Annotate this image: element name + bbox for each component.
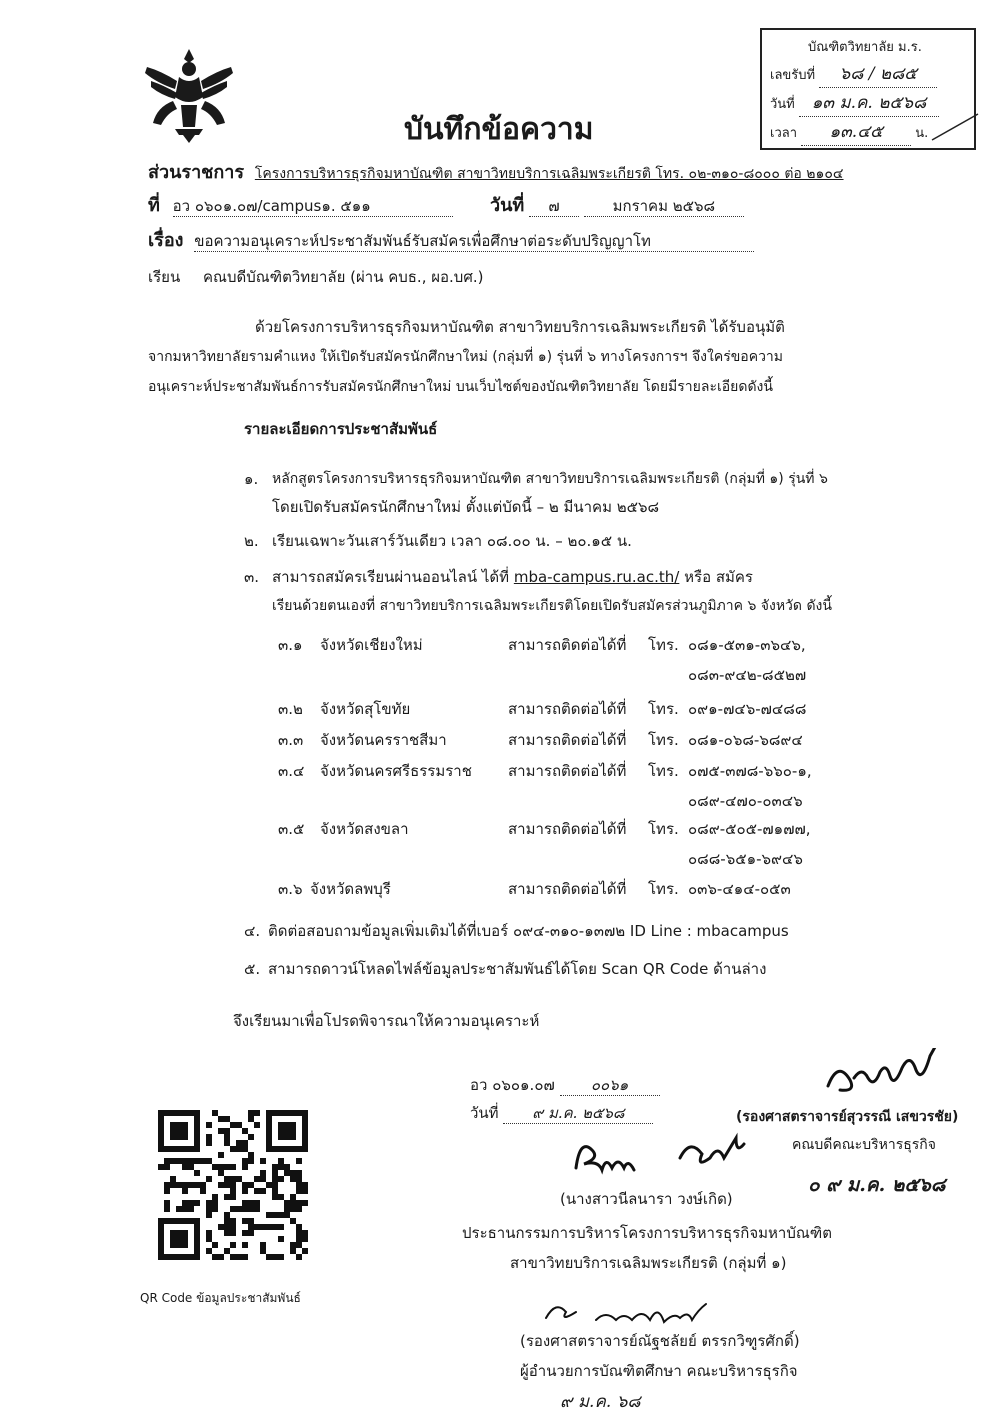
tel-primary: ๐๗๕-๓๗๘-๖๖๐-๑, — [688, 762, 812, 780]
tel-label: โทร. — [648, 700, 679, 718]
item2-text: เรียนเฉพาะวันเสาร์วันเดียว เวลา ๐๘.๐๐ น. – ๒๐.๑๕ น. — [272, 532, 632, 550]
province-number: ๓.๑ — [278, 636, 303, 654]
tel-primary: ๐๘๑-๐๖๘-๖๘๙๔ — [688, 731, 803, 749]
subject-label: เรื่อง — [148, 230, 184, 251]
detail-heading: รายละเอียดการประชาสัมพันธ์ — [244, 420, 438, 438]
dean-name: (รองศาสตราจารย์สุวรรณี เสขวรชัย) — [736, 1109, 959, 1125]
tel-primary: ๐๓๖-๔๑๔-๐๕๓ — [688, 880, 791, 898]
province-number: ๓.๓ — [278, 731, 304, 749]
ref-value: อว ๐๖๐๑.๐๗/campus๑. ๕๑๑ — [173, 197, 453, 217]
date-day: ๗ — [529, 197, 579, 217]
stamp-time-label: เวลา — [770, 126, 798, 141]
stamp-date-label: วันที่ — [770, 97, 795, 112]
tel-label: โทร. — [648, 880, 679, 898]
province-name: จังหวัดนครราชสีมา — [320, 731, 447, 749]
item3-number: ๓. — [244, 568, 260, 586]
director-signature-icon — [540, 1292, 760, 1332]
intro-line-3: อนุเคราะห์ประชาสัมพันธ์การรับสมัครนักศึกษาใหม่ บนเว็บไซต์ของบัณฑิตวิทยาลัย โดยมีรายละเอียดดังนี้ — [148, 379, 773, 395]
chair-position-line-2: สาขาวิทยบริการเฉลิมพระเกียรติ (กลุ่มที่ ๑) — [510, 1254, 787, 1272]
qr-caption: QR Code ข้อมูลประชาสัมพันธ์ — [140, 1291, 301, 1305]
item1-line-1: หลักสูตรโครงการบริหารธุรกิจมหาบัณฑิต สาขาวิทยบริการเฉลิมพระเกียรติ (กลุ่มที่ ๑) รุ่นที่ ๖ — [272, 471, 828, 487]
forward-date-value: ๙ ม.ค. ๒๕๖๘ — [503, 1104, 653, 1124]
date-label: วันที่ — [490, 195, 525, 216]
province-name: จังหวัดสุโขทัย — [320, 700, 411, 718]
tel-label: โทร. — [648, 820, 679, 838]
tel-secondary: ๐๘๘-๖๕๑-๖๙๔๖ — [688, 850, 803, 868]
tel-primary: ๐๙๑-๗๔๖-๗๔๘๘ — [688, 700, 807, 718]
director-sign-date: ๙ ม.ค. ๖๘ — [560, 1392, 641, 1412]
stamp-date-value: ๑๓ ม.ค. ๒๕๖๘ — [799, 89, 939, 117]
province-name: จังหวัดนครศรีธรรมราช — [320, 762, 472, 780]
closing-text: จึงเรียนมาเพื่อโปรดพิจารณาให้ความอนุเคราะห์ — [233, 1012, 540, 1030]
item2-number: ๒. — [244, 532, 259, 550]
forward-ref-number: ๐๐๖๑ — [560, 1076, 660, 1096]
subject-value: ขอความอนุเคราะห์ประชาสัมพันธ์รับสมัครเพื่อศึกษาต่อระดับปริญญาโท — [194, 232, 754, 252]
tel-primary: ๐๘๙-๕๐๕-๗๑๗๗, — [688, 820, 811, 838]
stamp-time-value: ๑๓.๔๕ — [801, 118, 911, 146]
item3-pre: สามารถสมัครเรียนผ่านออนไลน์ ได้ที่ — [272, 568, 510, 586]
contact-label: สามารถติดต่อได้ที่ — [508, 636, 627, 654]
item4-text: ติดต่อสอบถามข้อมูลเพิ่มเติมได้ที่เบอร์ ๐๙๔-๓๑๐-๑๓๗๒ ID Line : mbacampus — [268, 922, 789, 940]
ref-label: ที่ — [148, 195, 160, 216]
stamp-rcv-number: ๖๘ / ๒๘๕ — [819, 60, 937, 88]
director-name: (รองศาสตราจารย์ณัฐชลัยย์ ตรรกวิฑูรศักดิ์) — [520, 1332, 800, 1350]
item1-number: ๑. — [244, 470, 259, 488]
chair-name: (นางสาวนีลนารา วงษ์เกิด) — [560, 1190, 733, 1208]
stamp-rcv-label: เลขรับที่ — [770, 68, 816, 83]
province-name: จังหวัดลพบุรี — [310, 880, 391, 898]
intro-line-1: ด้วยโครงการบริหารธุรกิจมหาบัณฑิต สาขาวิทยบริการเฉลิมพระเกียรติ ได้รับอนุมัติ — [255, 318, 785, 336]
province-number: ๓.๔ — [278, 762, 305, 780]
tel-primary: ๐๘๑-๕๓๑-๓๖๔๖, — [688, 636, 806, 654]
forward-date-label: วันที่ — [470, 1104, 499, 1122]
agency-value: โครงการบริหารธุรกิจมหาบัณฑิต สาขาวิทยบริการเฉลิมพระเกียรติ โทร. ๐๒-๓๑๐-๘๐๐๐ ต่อ ๒๑๐๔ — [254, 166, 844, 182]
item5-number: ๕. — [244, 960, 261, 978]
tel-secondary: ๐๘๙-๔๗๐-๐๓๔๖ — [688, 792, 803, 810]
stamp-slash-mark — [930, 112, 980, 142]
item5-text: สามารถดาวน์โหลดไฟล์ข้อมูลประชาสัมพันธ์ได้โดย Scan QR Code ด้านล่าง — [268, 960, 767, 978]
dean-signature-icon — [820, 1048, 960, 1100]
to-value: คณบดีบัณฑิตวิทยาลัย (ผ่าน คบธ., ผอ.บศ.) — [203, 268, 484, 286]
item1-line-2: โดยเปิดรับสมัครนักศึกษาใหม่ ตั้งแต่บัดนี้ – ๒ มีนาคม ๒๕๖๘ — [272, 498, 660, 516]
forward-ref-prefix: อว ๐๖๐๑.๐๗ — [470, 1076, 555, 1094]
contact-label: สามารถติดต่อได้ที่ — [508, 762, 627, 780]
contact-label: สามารถติดต่อได้ที่ — [508, 880, 627, 898]
province-number: ๓.๒ — [278, 700, 303, 718]
province-number: ๓.๖ — [278, 880, 303, 898]
tel-secondary: ๐๘๓-๙๔๒-๘๕๒๗ — [688, 666, 807, 684]
garuda-emblem-icon — [143, 45, 235, 143]
province-name: จังหวัดเชียงใหม่ — [320, 636, 423, 654]
dean-position: คณบดีคณะบริหารธุรกิจ — [792, 1137, 936, 1153]
dean-sign-date: ๐ ๙ ม.ค. ๒๕๖๘ — [808, 1174, 946, 1196]
director-position: ผู้อำนวยการบัณฑิตศึกษา คณะบริหารธุรกิจ — [520, 1362, 798, 1380]
intro-line-2: จากมหาวิทยาลัยรามคำแหง ให้เปิดรับสมัครนักศึกษาใหม่ (กลุ่มที่ ๑) รุ่นที่ ๖ ทางโครงการฯ จึงใคร่ขอความ — [148, 349, 784, 365]
stamp-office: บัณฑิตวิทยาลัย ม.ร. — [808, 40, 922, 55]
tel-label: โทร. — [648, 636, 679, 654]
chair-signature-icon — [570, 1128, 770, 1184]
stamp-time-unit: น. — [915, 126, 929, 141]
item3-line-2: เรียนด้วยตนเองที่ สาขาวิทยบริการเฉลิมพระเกียรติโดยเปิดรับสมัครส่วนภูมิภาค ๖ จังหวัด ดังนี้ — [272, 598, 832, 614]
item4-number: ๔. — [244, 922, 261, 940]
province-name: จังหวัดสงขลา — [320, 820, 409, 838]
tel-label: โทร. — [648, 731, 679, 749]
memo-title: บันทึกข้อความ — [404, 112, 594, 147]
item3-post: หรือ สมัคร — [684, 568, 753, 586]
contact-label: สามารถติดต่อได้ที่ — [508, 820, 627, 838]
contact-label: สามารถติดต่อได้ที่ — [508, 700, 627, 718]
tel-label: โทร. — [648, 762, 679, 780]
date-month-year: มกราคม ๒๕๖๘ — [584, 197, 744, 217]
item3-link[interactable]: mba-campus.ru.ac.th/ — [513, 568, 680, 586]
chair-position-line-1: ประธานกรรมการบริหารโครงการบริหารธุรกิจมหาบัณฑิต — [462, 1224, 832, 1242]
qr-code-icon[interactable] — [158, 1110, 308, 1260]
province-number: ๓.๕ — [278, 820, 305, 838]
contact-label: สามารถติดต่อได้ที่ — [508, 731, 627, 749]
agency-label: ส่วนราชการ — [148, 162, 245, 183]
to-label: เรียน — [148, 268, 181, 286]
